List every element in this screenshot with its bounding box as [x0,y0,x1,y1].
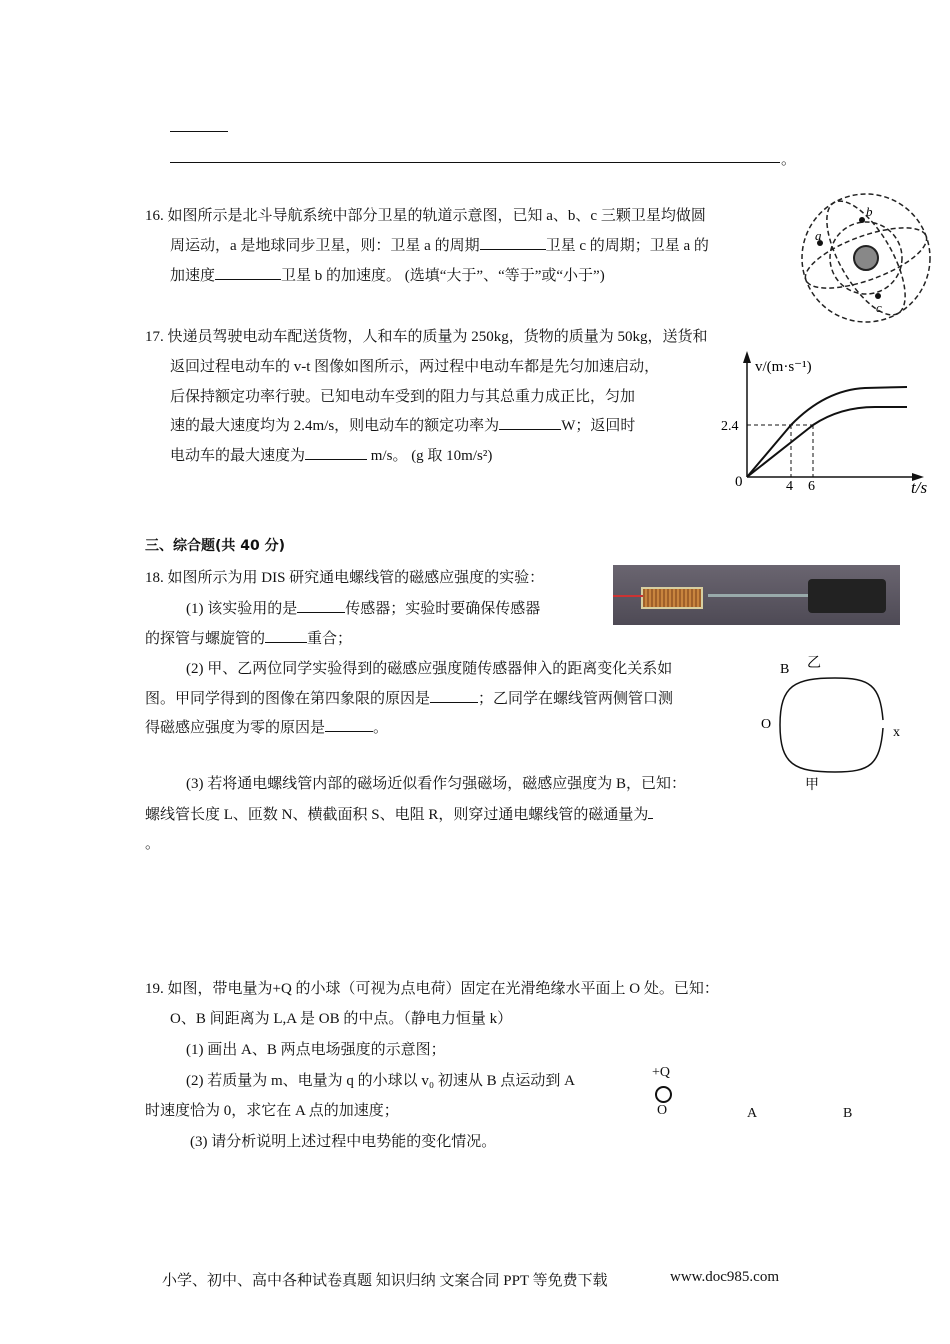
footer-text: 小学、初中、高中各种试卷真题 知识归纳 文案合同 PPT 等免费下载 [162,1273,608,1289]
answer-line [170,131,228,132]
label-a: a [815,228,822,243]
y-axis-label: v/(m·s⁻¹) [755,359,812,375]
point-o-label: O [657,1103,668,1118]
label-b: b [866,204,873,219]
text: 螺线管长度 L、匝数 N、横截面积 S、电阻 R，则穿过通电螺线管的磁通量为 [145,807,649,823]
charge-label: +Q [652,1065,671,1080]
q19-line2: O、B 间距离为 L,A 是 OB 的中点。（静电力恒量 k） [170,1011,513,1027]
text: 图。甲同学得到的图像在第四象限的原因是 [145,691,431,707]
curve-jia [780,725,883,772]
point-a-label: A [747,1106,758,1121]
q18-p2-line3 [145,716,388,737]
text: 传感器；实验时要确保传感器 [345,601,541,617]
answer-blank[interactable] [499,415,561,430]
q19-line1: 19. 如图，带电量为+Q 的小球（可视为点电荷）固定在光滑绝缘水平面上 O 处。已知： [145,981,719,997]
satellite-orbit-figure [798,190,938,330]
answer-blank[interactable] [215,265,281,280]
probe [708,594,818,597]
answer-blank[interactable] [648,804,653,819]
period: 。 [781,152,797,168]
q18-line1: 18. 如图所示为用 DIS 研究通电螺线管的磁感应强度的实验： [145,570,545,586]
curve-label-yi: 乙 [807,656,821,671]
q17-line4 [170,414,635,435]
y-tick: 2.4 [721,419,739,434]
q18-p2-line2 [145,687,673,708]
earth [854,246,878,270]
period: 。 [145,836,161,852]
x-axis-label: t/s [911,478,928,497]
q17-line5 [170,444,492,465]
q18-p2: (2) 甲、乙两位同学实验得到的磁感应强度随传感器伸入的距离变化关系如 [186,661,673,677]
origin-label: 0 [735,474,743,490]
origin-label: O [761,717,772,732]
answer-line [170,162,780,163]
q18-p1-cont [145,627,352,648]
q17-line2: 返回过程电动车的 v-t 图像如图所示，两过程中电动车都是先匀加速启动， [170,359,660,375]
charge-ball [655,1086,672,1103]
text: 。 [373,720,389,736]
text: (1) 该实验用的是 [186,601,298,617]
q19-p3: (3) 请分析说明上述过程中电势能的变化情况。 [190,1134,497,1150]
answer-blank[interactable] [430,688,478,703]
text: 得磁感应强度为零的原因是 [145,720,326,736]
text: ；乙同学在螺线管两侧管口测 [478,691,674,707]
q17-line1: 17. 快递员驾驶电动车配送货物，人和车的质量为 250kg，货物的质量为 50kg，送货和 [145,329,708,345]
q18-p3: (3) 若将通电螺线管内部的磁场近似看作匀强磁场，磁感应强度为 B，已知： [186,776,686,792]
text: 卫星 b 的加速度。 (选填“大于”、“等于”或“小于”) [281,268,605,284]
q16-line2 [170,234,709,255]
text: 重合； [307,631,353,647]
answer-blank[interactable] [305,445,367,460]
answer-blank[interactable] [297,598,345,613]
q18-p3-line2 [145,803,653,824]
q17-line3: 后保持额定功率行驶。已知电动车受到的阻力与其总重力成正比，匀加 [170,389,636,405]
answer-blank[interactable] [265,628,307,643]
label-c: c [876,300,882,315]
x-axis-label: x [893,725,900,740]
q16-line1: 16. 如图所示是北斗导航系统中部分卫星的轨道示意图，已知 a、b、c 三颗卫星均做圆 [145,208,706,224]
solenoid [641,587,703,609]
point-b-label: B [843,1106,853,1121]
curve-delivery [747,387,907,477]
text: 加速度 [170,268,216,284]
wire [613,595,643,597]
b-x-graph [755,650,915,800]
text: 卫星 c 的周期；卫星 a 的 [545,238,709,254]
footer-link[interactable]: www.doc985.com [670,1269,780,1285]
dis-experiment-photo [613,565,900,625]
q19-p2: (2) 若质量为 m、电量为 q 的小球以 v₀ 初速从 B 点运动到 A [186,1073,575,1089]
q19-p2-line2: 时速度恰为 0，求它在 A 点的加速度； [145,1103,399,1119]
text: W；返回时 [561,418,636,434]
sensor [808,579,886,613]
answer-blank[interactable] [325,717,373,732]
text: 电动车的最大速度为 [170,448,306,464]
text: 周运动，a 是地球同步卫星，则：卫星 a 的周期 [170,238,480,254]
curve-return [747,407,907,477]
x-tick: 4 [786,479,793,494]
text: m/s。 (g 取 10m/s²) [367,448,493,464]
q18-p1 [186,597,540,618]
vt-graph [715,345,945,500]
curve-label-jia: 甲 [805,778,819,793]
q16-line3 [170,264,605,285]
x-tick: 6 [808,479,815,494]
y-axis-label: B [780,662,790,677]
q19-p1: (1) 画出 A、B 两点电场强度的示意图； [186,1042,446,1058]
answer-blank[interactable] [480,235,546,250]
section-title: 三、综合题(共 40 分) [145,538,286,554]
text: 的探管与螺旋管的 [145,631,266,647]
text: 速的最大速度均为 2.4m/s，则电动车的额定功率为 [170,418,500,434]
curve-yi [780,678,883,725]
